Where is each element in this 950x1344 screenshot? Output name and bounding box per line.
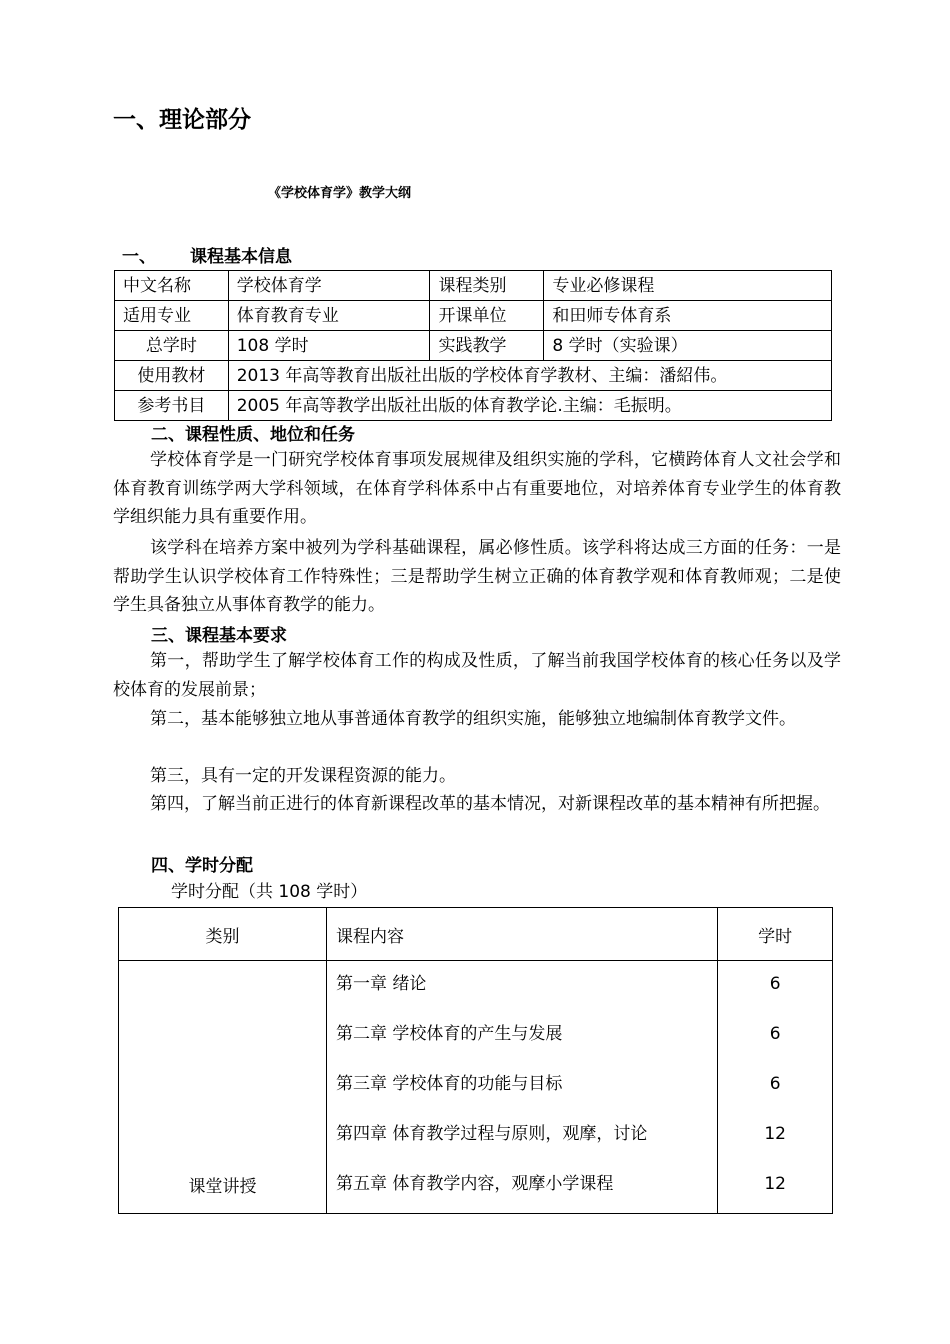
chapter-hours: 6 [769, 974, 781, 994]
section-3-paragraph-1: 第一，帮助学生了解学校体育工作的构成及性质，了解当前我国学校体育的核心任务以及学校体育的发展前景； [113, 651, 841, 700]
section-3-paragraph-2: 第二，基本能够独立地从事普通体育教学的组织实施，能够独立地编制体育教学文件。 [150, 709, 796, 729]
info-row [115, 331, 832, 361]
section-4-heading: 四、学时分配 [151, 856, 253, 876]
section-2-paragraph-2: 该学科在培养方案中被列为学科基础课程，属必修性质。该学科将达成三方面的任务：一是帮助学生认识学校体育工作特殊性；三是帮助学生树立正确的体育教学观和体育教师观；二是使学生具备独立从事体育教学的能力。 [113, 538, 841, 615]
header-content: 课程内容 [326, 908, 717, 961]
info-value: 专业必修课程 [544, 271, 832, 301]
chapter-content: 第二章 学校体育的产生与发展 [335, 1024, 563, 1044]
page-heading: 一、理论部分 [113, 107, 251, 133]
course-info-table [114, 270, 832, 421]
info-value: 108 学时 [228, 331, 430, 361]
info-label: 适用专业 [115, 301, 229, 331]
info-label: 课程类别 [430, 271, 544, 301]
content-cell [326, 961, 717, 1214]
reference-value: 2005 年高等教学出版社出版的体育教学论.主编：毛振明。 [228, 391, 831, 421]
chapter-hours: 6 [769, 1074, 781, 1094]
textbook-value: 2013 年高等教育出版社出版的学校体育学教材、主编：潘紹伟。 [228, 361, 831, 391]
chapter-content: 第三章 学校体育的功能与目标 [335, 1074, 563, 1094]
info-label: 实践教学 [430, 331, 544, 361]
info-label: 总学时 [115, 331, 229, 361]
info-value: 8 学时（实验课） [544, 331, 832, 361]
hours-header-row [119, 908, 833, 961]
section-2-paragraph-1: 学校体育学是一门研究学校体育事项发展规律及组织实施的学科，它横跨体育人文社会学和体育教育训练学两大学科领域，在体育学科体系中占有重要地位，对培养体育专业学生的体育教学组织能力具有重要作用。 [113, 450, 841, 527]
chapter-content: 第五章 体育教学内容，观摩小学课程 [335, 1174, 614, 1194]
textbook-label: 使用教材 [115, 361, 229, 391]
section-3-heading: 三、课程基本要求 [151, 626, 287, 646]
info-row [115, 361, 832, 391]
info-row [115, 391, 832, 421]
section-3-paragraph-4: 第四，了解当前正进行的体育新课程改革的基本情况，对新课程改革的基本精神有所把握。 [150, 794, 830, 814]
info-label: 中文名称 [115, 271, 229, 301]
hours-cell [718, 961, 833, 1214]
chapter-hours: 6 [769, 1024, 781, 1044]
info-row [115, 301, 832, 331]
info-value: 体育教育专业 [228, 301, 430, 331]
category-cell [119, 961, 327, 1214]
info-label: 开课单位 [430, 301, 544, 331]
hours-body-row [119, 961, 833, 1214]
section-2-heading: 二、课程性质、地位和任务 [151, 425, 355, 445]
chapter-content: 第四章 体育教学过程与原则，观摩，讨论 [335, 1124, 648, 1144]
chapter-content: 第一章 绪论 [335, 974, 427, 994]
info-value: 学校体育学 [228, 271, 430, 301]
section-1-number: 一、 [122, 247, 156, 267]
section-3-paragraph-3: 第三，具有一定的开发课程资源的能力。 [150, 766, 456, 786]
category-label: 课堂讲授 [188, 1177, 257, 1197]
info-row [115, 271, 832, 301]
section-1-title: 课程基本信息 [190, 247, 292, 267]
chapter-hours: 12 [764, 1174, 786, 1194]
chapter-hours: 12 [764, 1124, 786, 1144]
header-hours: 学时 [718, 908, 833, 961]
section-1-heading [122, 242, 292, 267]
document-title: 《学校体育学》教学大纲 [268, 186, 412, 201]
hours-subtitle: 学时分配（共 108 学时） [171, 882, 368, 902]
info-value: 和田师专体育系 [544, 301, 832, 331]
hours-table [118, 907, 833, 1214]
reference-label: 参考书目 [115, 391, 229, 421]
header-category: 类别 [119, 908, 327, 961]
